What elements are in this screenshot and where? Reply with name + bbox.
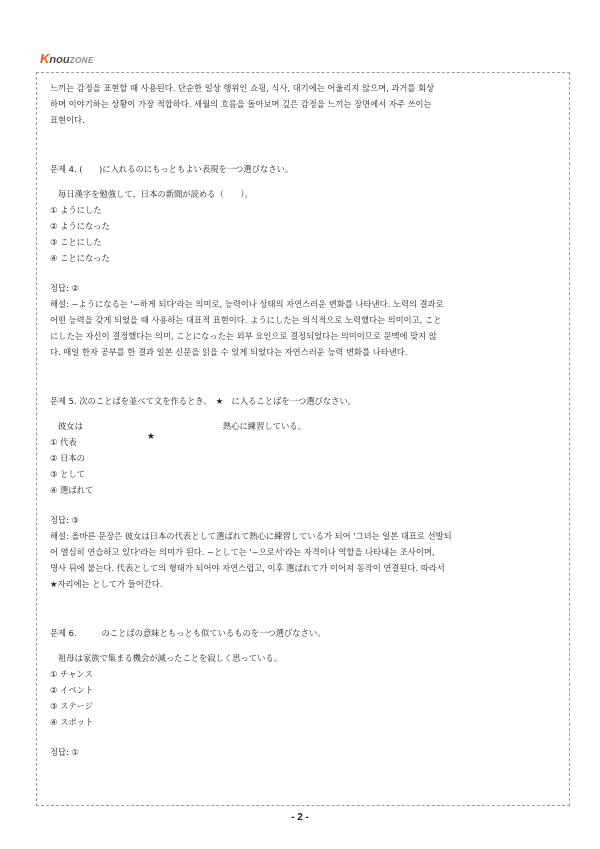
- question-5-option: ② 日本の: [50, 453, 85, 463]
- question-4-explanation-line: にした는 자신이 결정했다는 의미, ことになった는 외부 요인으로 결정되었다는 의미이므로 문맥에 맞지 않: [50, 331, 437, 341]
- question-4-option: ④ ことになった: [50, 253, 110, 263]
- page-number: - 2 -: [291, 812, 309, 823]
- question-4-title: 문제 4. ( )に入れるのにもっともよい表現を一つ選びなさい。: [50, 164, 294, 174]
- question-5-sentence-start: 彼女は: [58, 421, 83, 431]
- logo-zone: ZONE: [69, 56, 94, 65]
- question-6-option: ① チャンス: [50, 669, 93, 679]
- page-content: [50, 80, 560, 760]
- question-5-option: ③ として: [50, 469, 85, 479]
- question-5-answer: 정답: ③: [50, 515, 79, 525]
- logo-k: K: [40, 51, 50, 66]
- question-4-answer: 정답: ②: [50, 283, 79, 293]
- question-6-option: ② イベント: [50, 685, 94, 695]
- question-6-title: 문제 6. のことばの意味ともっとも似ているものを一つ選びなさい。: [50, 628, 326, 638]
- logo-nou: nou: [49, 54, 70, 66]
- question-4-option: ① ようにした: [50, 205, 102, 215]
- question-5-explanation-line: 어 열심히 연습하고 있다'라는 의미가 된다. ~として는 '~으로서'라는 자격이나 역할을 나타내는 조사이며,: [50, 547, 435, 557]
- knouzone-logo: [40, 50, 94, 68]
- question-4-option: ③ ことにした: [50, 237, 102, 247]
- question-6-option: ④ スポット: [50, 717, 94, 727]
- question-4-explanation-line: 어떤 능력을 갖게 되었을 때 사용하는 대표적 표현이다. ようにした는 의식적으로 노력했다는 의미이고, こと: [50, 315, 442, 325]
- intro-line: 느끼는 감정을 표현할 때 사용된다. 단순한 일상 행위인 쇼핑, 식사, 대기에는 어울리지 않으며, 과거를 회상: [50, 83, 435, 93]
- question-5-explanation-line: 해설: 올바른 문장은 彼女は日本の代表として選ばれて熱心に練習している가 되어 '그녀는 일본 대표로 선발되: [50, 531, 452, 541]
- question-4-sentence: 毎日漢字を勉強して、日本の新聞が読める（ ）。: [58, 189, 253, 199]
- question-4-option: ② ようになった: [50, 221, 110, 231]
- question-4: [50, 161, 560, 360]
- question-5-option: ① 代表: [50, 437, 77, 447]
- question-6: [50, 625, 560, 760]
- star-icon: ★: [146, 432, 155, 442]
- question-6-option: ③ ステージ: [50, 701, 93, 711]
- question-4-explanation-line: 해설: ~ようになる는 '~하게 되다'라는 의미로, 능력이나 상태의 자연스러운 변화를 나타낸다. 노력의 결과로: [50, 299, 444, 309]
- question-5-option: ④ 選ばれて: [50, 485, 94, 495]
- question-5-sentence-end: 熱心に練習している。: [222, 421, 306, 431]
- question-5-title: 문제 5. 次のことばを並べて文を作るとき、 ★ に入ることばを一つ選びなさい。: [50, 396, 356, 406]
- question-5: [50, 393, 560, 592]
- intro-explanation: [50, 80, 560, 128]
- question-4-explanation-line: 다. 매일 한자 공부를 한 결과 일본 신문을 읽을 수 있게 되었다는 자연스러운 능력 변화를 나타낸다.: [50, 347, 408, 357]
- intro-line: 하며 이야기하는 상황이 가장 적합하다. 세월의 흐름을 돌아보며 깊은 감정을 느끼는 장면에서 자주 쓰이는: [50, 99, 432, 109]
- question-6-answer: 정답: ①: [50, 747, 79, 757]
- intro-line: 표현이다.: [50, 115, 85, 125]
- question-5-explanation-line: ★자리에는 として가 들어간다.: [50, 579, 163, 589]
- question-5-explanation-line: 명사 뒤에 붙는다. 代表として의 형태가 되어야 자연스럽고, 이후 選ばれて가 이어져 동작이 연결된다. 따라서: [50, 563, 445, 573]
- question-6-sentence: 祖母は家族で集まる機会が減ったことを寂しく思っている。: [58, 653, 283, 663]
